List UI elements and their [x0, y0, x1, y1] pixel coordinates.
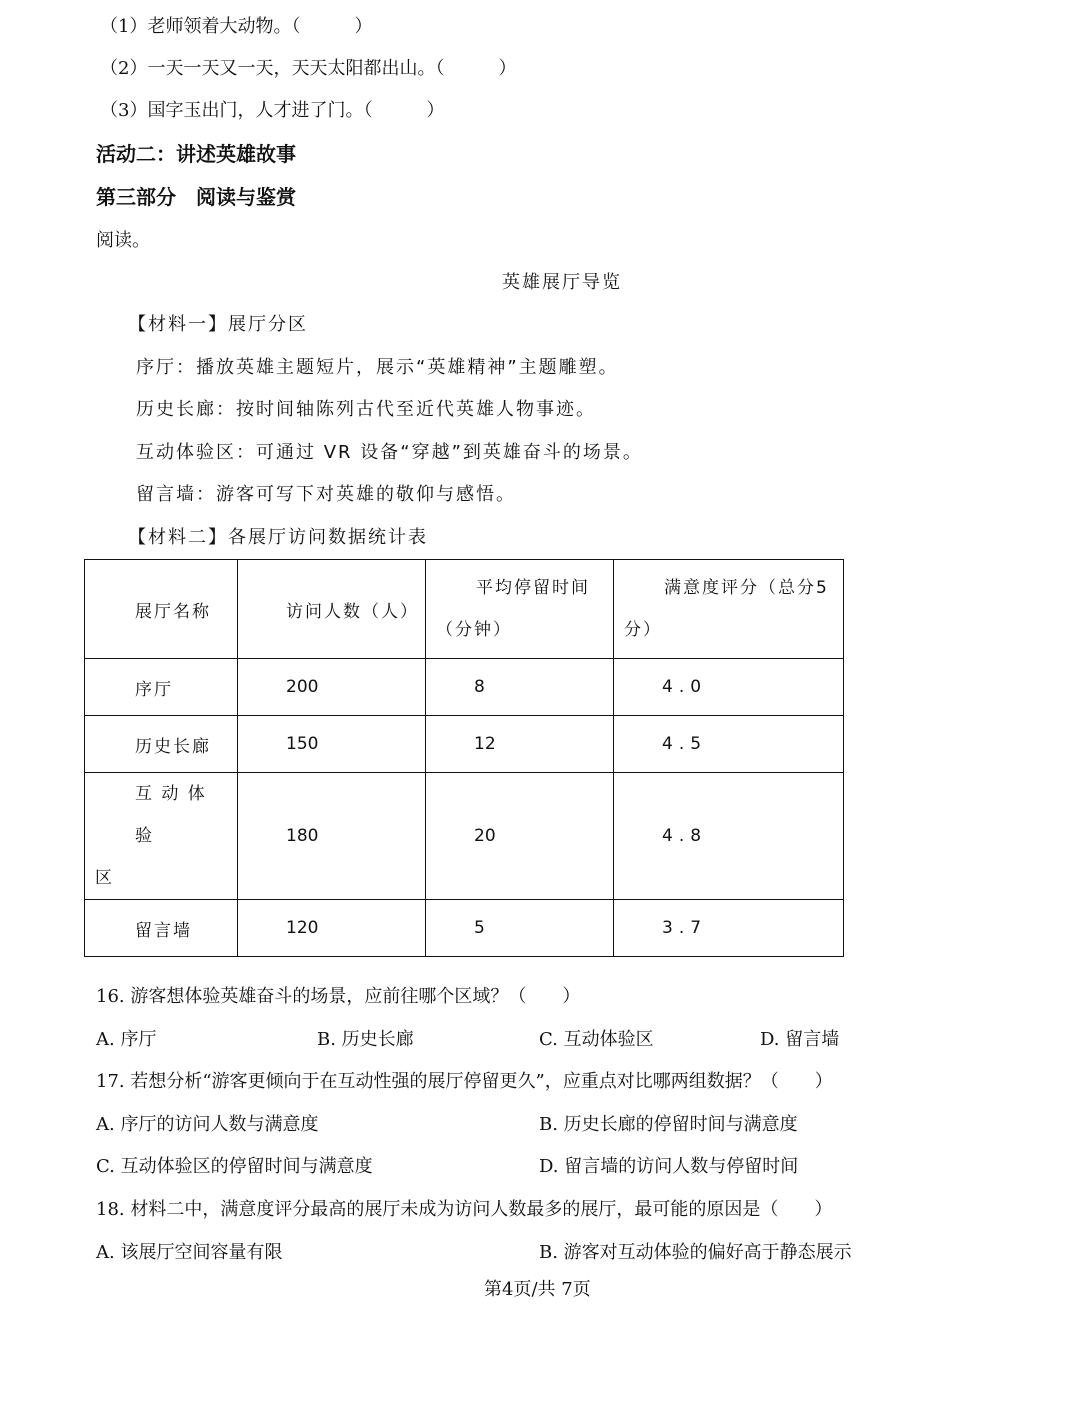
table-row — [85, 659, 844, 716]
table-cell: 3.7 — [614, 900, 844, 957]
q16-option-d: D. 留言墙 — [760, 1029, 840, 1050]
q17-option-a: A. 序厅的访问人数与满意度 — [96, 1114, 319, 1135]
table-cell-line: 区 — [95, 868, 114, 888]
header-cell — [426, 560, 614, 659]
table-cell: 20 — [426, 773, 614, 900]
q16-option-b: B. 历史长廊 — [317, 1029, 414, 1050]
header-cell-line: 平均停留时间 — [476, 578, 590, 598]
header-cell-line: （分钟） — [436, 620, 512, 640]
q18-option-a: A. 该展厅空间容量有限 — [96, 1242, 283, 1263]
table-cell — [85, 773, 238, 900]
table-cell: 8 — [426, 659, 614, 716]
question-line-3: （3）国字玉出门，人才进了门。（ ） — [100, 100, 445, 121]
table-row — [85, 773, 844, 900]
table-cell: 5 — [426, 900, 614, 957]
section-part-heading: 第三部分 阅读与鉴赏 — [96, 185, 296, 209]
material1-line: 互动体验区：可通过 VR 设备“穿越”到英雄奋斗的场景。 — [136, 442, 643, 463]
q18-stem: 18. 材料二中，满意度评分最高的展厅未成为访问人数最多的展厅，最可能的原因是（ ） — [96, 1199, 833, 1220]
q17-option-d: D. 留言墙的访问人数与停留时间 — [539, 1156, 799, 1177]
section-activity-heading: 活动二：讲述英雄故事 — [96, 142, 296, 166]
header-cell — [614, 560, 844, 659]
article-title: 英雄展厅导览 — [502, 272, 622, 293]
header-cell-line: 分） — [624, 620, 662, 640]
q17-option-b: B. 历史长廊的停留时间与满意度 — [539, 1114, 798, 1135]
table-cell-line: 互 动 体 验 — [135, 784, 207, 846]
header-cell: 访问人数（人） — [238, 560, 426, 659]
table-row — [85, 716, 844, 773]
material2-heading: 【材料二】各展厅访问数据统计表 — [128, 527, 428, 548]
visit-stats-table — [84, 559, 844, 957]
table-cell: 150 — [238, 716, 426, 773]
q17-option-c: C. 互动体验区的停留时间与满意度 — [96, 1156, 373, 1177]
table-cell: 12 — [426, 716, 614, 773]
q18-option-b: B. 游客对互动体验的偏好高于静态展示 — [539, 1242, 852, 1263]
table-row — [85, 900, 844, 957]
q16-stem: 16. 游客想体验英雄奋斗的场景，应前往哪个区域？（ ） — [96, 986, 581, 1007]
material1-line: 历史长廊：按时间轴陈列古代至近代英雄人物事迹。 — [136, 399, 596, 420]
table-cell: 序厅 — [85, 659, 238, 716]
read-label: 阅读。 — [96, 230, 150, 251]
header-cell-line: 满意度评分（总分5 — [664, 578, 829, 598]
table-cell: 留言墙 — [85, 900, 238, 957]
material1-line: 序厅：播放英雄主题短片，展示“英雄精神”主题雕塑。 — [136, 357, 619, 378]
table-cell: 4.8 — [614, 773, 844, 900]
table-header-row — [85, 560, 844, 659]
material1-heading: 【材料一】展厅分区 — [128, 314, 308, 335]
question-line-1: （1）老师领着大动物。（ ） — [100, 16, 373, 37]
q17-stem: 17. 若想分析“游客更倾向于在互动性强的展厅停留更久”，应重点对比哪两组数据？（ ） — [96, 1071, 833, 1092]
header-cell: 展厅名称 — [85, 560, 238, 659]
table-cell: 历史长廊 — [85, 716, 238, 773]
table-cell: 180 — [238, 773, 426, 900]
table-cell: 4.0 — [614, 659, 844, 716]
table-cell: 4.5 — [614, 716, 844, 773]
table-cell: 200 — [238, 659, 426, 716]
material1-line: 留言墙：游客可写下对英雄的敬仰与感悟。 — [136, 484, 516, 505]
q16-option-c: C. 互动体验区 — [539, 1029, 654, 1050]
q16-option-a: A. 序厅 — [96, 1029, 157, 1050]
table-cell: 120 — [238, 900, 426, 957]
page-footer: 第4页/共 7页 — [484, 1279, 591, 1300]
question-line-2: （2）一天一天又一天，天天太阳都出山。（ ） — [100, 58, 517, 79]
